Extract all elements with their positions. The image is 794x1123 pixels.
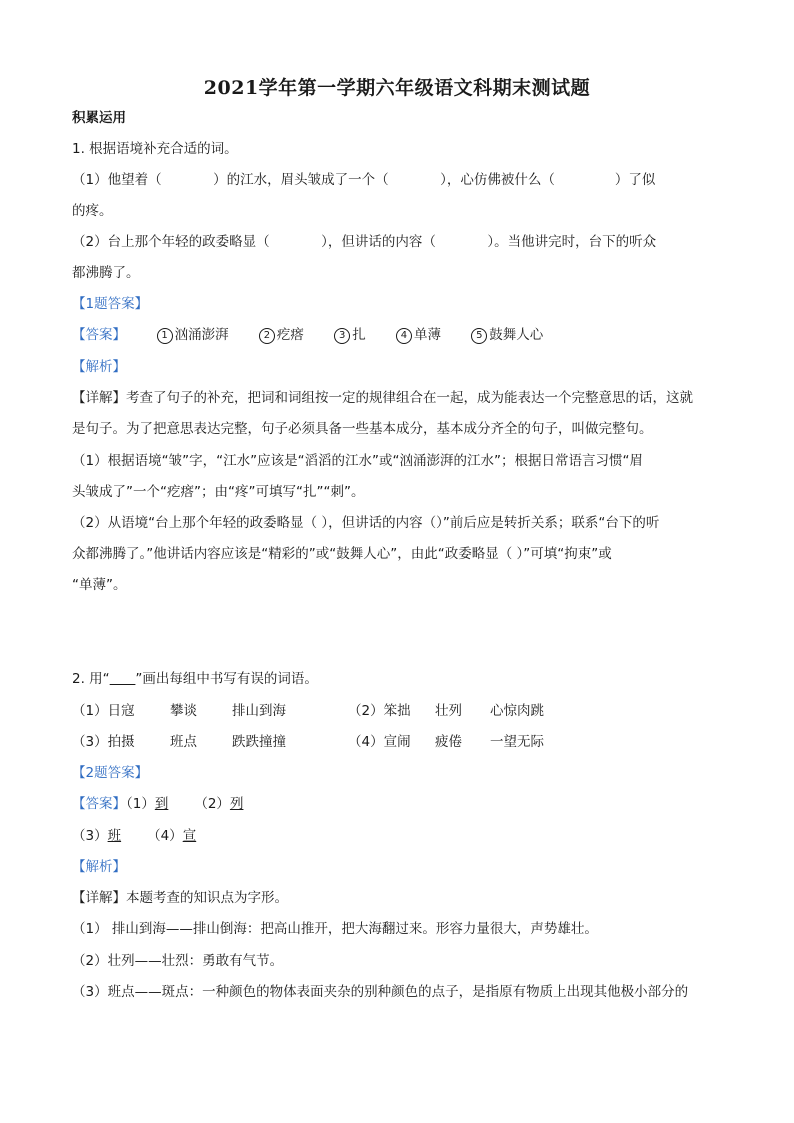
q2-analysis-label: 【解析】 bbox=[72, 859, 126, 875]
page-title: 2021学年第一学期六年级语文科期末测试题 bbox=[203, 77, 591, 99]
q1-answer-2: 2 疙瘩 bbox=[259, 327, 304, 343]
q2-answer-row-2: （3）班 （4）宣 bbox=[72, 828, 197, 844]
detail-tag: 【详解】 bbox=[72, 390, 126, 406]
q2-group-1-word-1: （1）日寇 bbox=[72, 703, 135, 719]
q1-s1-part-a: （1）他望着（ bbox=[72, 172, 162, 188]
q2-group-4-word-2: 疲倦 bbox=[435, 734, 462, 750]
blank bbox=[436, 234, 488, 250]
q1-analysis-label: 【解析】 bbox=[72, 359, 126, 375]
detail-tag: 【详解】 bbox=[72, 890, 126, 906]
circled-number: 4 bbox=[396, 328, 412, 344]
q1-answer-1: 1 汹涌澎湃 bbox=[157, 327, 229, 343]
q1-detail-line-7: “单薄”。 bbox=[72, 577, 127, 593]
q1-s1-part-d: ）了似 bbox=[614, 172, 656, 188]
q2-group-4-word-3: 一望无际 bbox=[490, 734, 544, 750]
q1-s2-continuation: 都沸腾了。 bbox=[72, 265, 140, 281]
q1-answer-5: 5 鼓舞人心 bbox=[471, 327, 543, 343]
q1-answer-row bbox=[72, 325, 732, 345]
q1-detail-line-3: （1）根据语境“皱”字，“江水”应该是“滔滔的江水”或“汹涌澎湃的江水”；根据日常语言习惯“眉 bbox=[72, 453, 644, 469]
blank bbox=[162, 172, 214, 188]
q1-sentence-2 bbox=[72, 232, 732, 252]
circled-number: 2 bbox=[259, 328, 275, 344]
answer-label: 【答案】 bbox=[72, 796, 126, 812]
q2-stem: 2. 用“ ”画出每组中书写有误的词语。 bbox=[72, 671, 318, 687]
q2-group-1-word-3: 排山到海 bbox=[232, 703, 286, 719]
q1-s1-continuation: 的疼。 bbox=[72, 203, 113, 219]
q2-answer-3-char: 班 bbox=[107, 828, 122, 844]
q2-detail-line-3: （2）壮列——壮烈：勇敢有气节。 bbox=[72, 953, 284, 969]
q2-group-2-word-1: （2）笨拙 bbox=[348, 703, 411, 719]
blank bbox=[555, 172, 615, 188]
q2-answer-row-1: 【答案】（1）到 （2）列 bbox=[72, 796, 244, 812]
q2-group-2-word-3: 心惊肉跳 bbox=[490, 703, 544, 719]
blank bbox=[389, 172, 441, 188]
q2-detail-line-1: 【详解】本题考查的知识点为字形。 bbox=[72, 890, 288, 906]
q2-answer-2-char: 列 bbox=[229, 796, 244, 812]
q1-detail-line-4: 头皱成了”一个“疙瘩”；由“疼”可填写“扎”“刺”。 bbox=[72, 484, 365, 500]
blank bbox=[270, 234, 322, 250]
q2-group-3-word-2: 班点 bbox=[170, 734, 197, 750]
q1-detail-line-5: （2）从语境“台上那个年轻的政委略显（ ），但讲话的内容（）”前后应是转折关系；联系“台下的听 bbox=[72, 515, 660, 531]
q1-detail-line-2: 是句子。为了把意思表达完整，句子必须具备一些基本成分，基本成分齐全的句子，叫做完整句。 bbox=[72, 421, 653, 437]
q1-answer-4: 4 单薄 bbox=[396, 327, 441, 343]
q2-group-3-word-1: （3）拍摄 bbox=[72, 734, 135, 750]
q1-answer-header: 【1题答案】 bbox=[72, 296, 149, 312]
circled-number: 3 bbox=[334, 328, 350, 344]
q1-sentence-1 bbox=[72, 170, 732, 190]
q1-detail-line-1: 【详解】考查了句子的补充，把词和词组按一定的规律组合在一起，成为能表达一个完整意思的话，这就 bbox=[72, 390, 693, 406]
section-heading: 积累运用 bbox=[72, 110, 126, 126]
answer-label: 【答案】 bbox=[72, 327, 126, 343]
q1-s2-part-a: （2）台上那个年轻的政委略显（ bbox=[72, 234, 270, 250]
q2-answer-header: 【2题答案】 bbox=[72, 765, 149, 781]
q1-answer-3: 3 扎 bbox=[334, 327, 366, 343]
q2-answer-4-char: 宣 bbox=[182, 828, 197, 844]
q2-detail-line-2: （1） 排山到海——排山倒海：把高山推开，把大海翻过来。形容力量很大，声势雄壮。 bbox=[72, 921, 598, 937]
q2-group-3-word-3: 跌跌撞撞 bbox=[232, 734, 286, 750]
q1-s2-part-c: ）。当他讲完时，台下的听众 bbox=[487, 234, 657, 250]
q2-detail-line-4: （3）班点——斑点：一种颜色的物体表面夹杂的别种颜色的点子，是指原有物质上出现其他极小部分的 bbox=[72, 984, 689, 1000]
q1-s1-part-b: ）的江水，眉头皱成了一个（ bbox=[213, 172, 389, 188]
underline-sample bbox=[110, 671, 136, 687]
q1-s2-part-b: ），但讲话的内容（ bbox=[321, 234, 436, 250]
q1-s1-part-c: ），心仿佛被什么（ bbox=[440, 172, 555, 188]
circled-number: 1 bbox=[157, 328, 173, 344]
q1-stem: 1. 根据语境补充合适的词。 bbox=[72, 141, 238, 157]
q2-group-1-word-2: 攀谈 bbox=[170, 703, 197, 719]
circled-number: 5 bbox=[471, 328, 487, 344]
q2-answer-1-char: 到 bbox=[154, 796, 169, 812]
q2-group-4-word-1: （4）宣闹 bbox=[348, 734, 411, 750]
q1-detail-line-6: 众都沸腾了。”他讲话内容应该是“精彩的”或“鼓舞人心”，由此“政委略显（ ）”可填“拘束”或 bbox=[72, 546, 612, 562]
q2-group-2-word-2: 壮列 bbox=[435, 703, 462, 719]
